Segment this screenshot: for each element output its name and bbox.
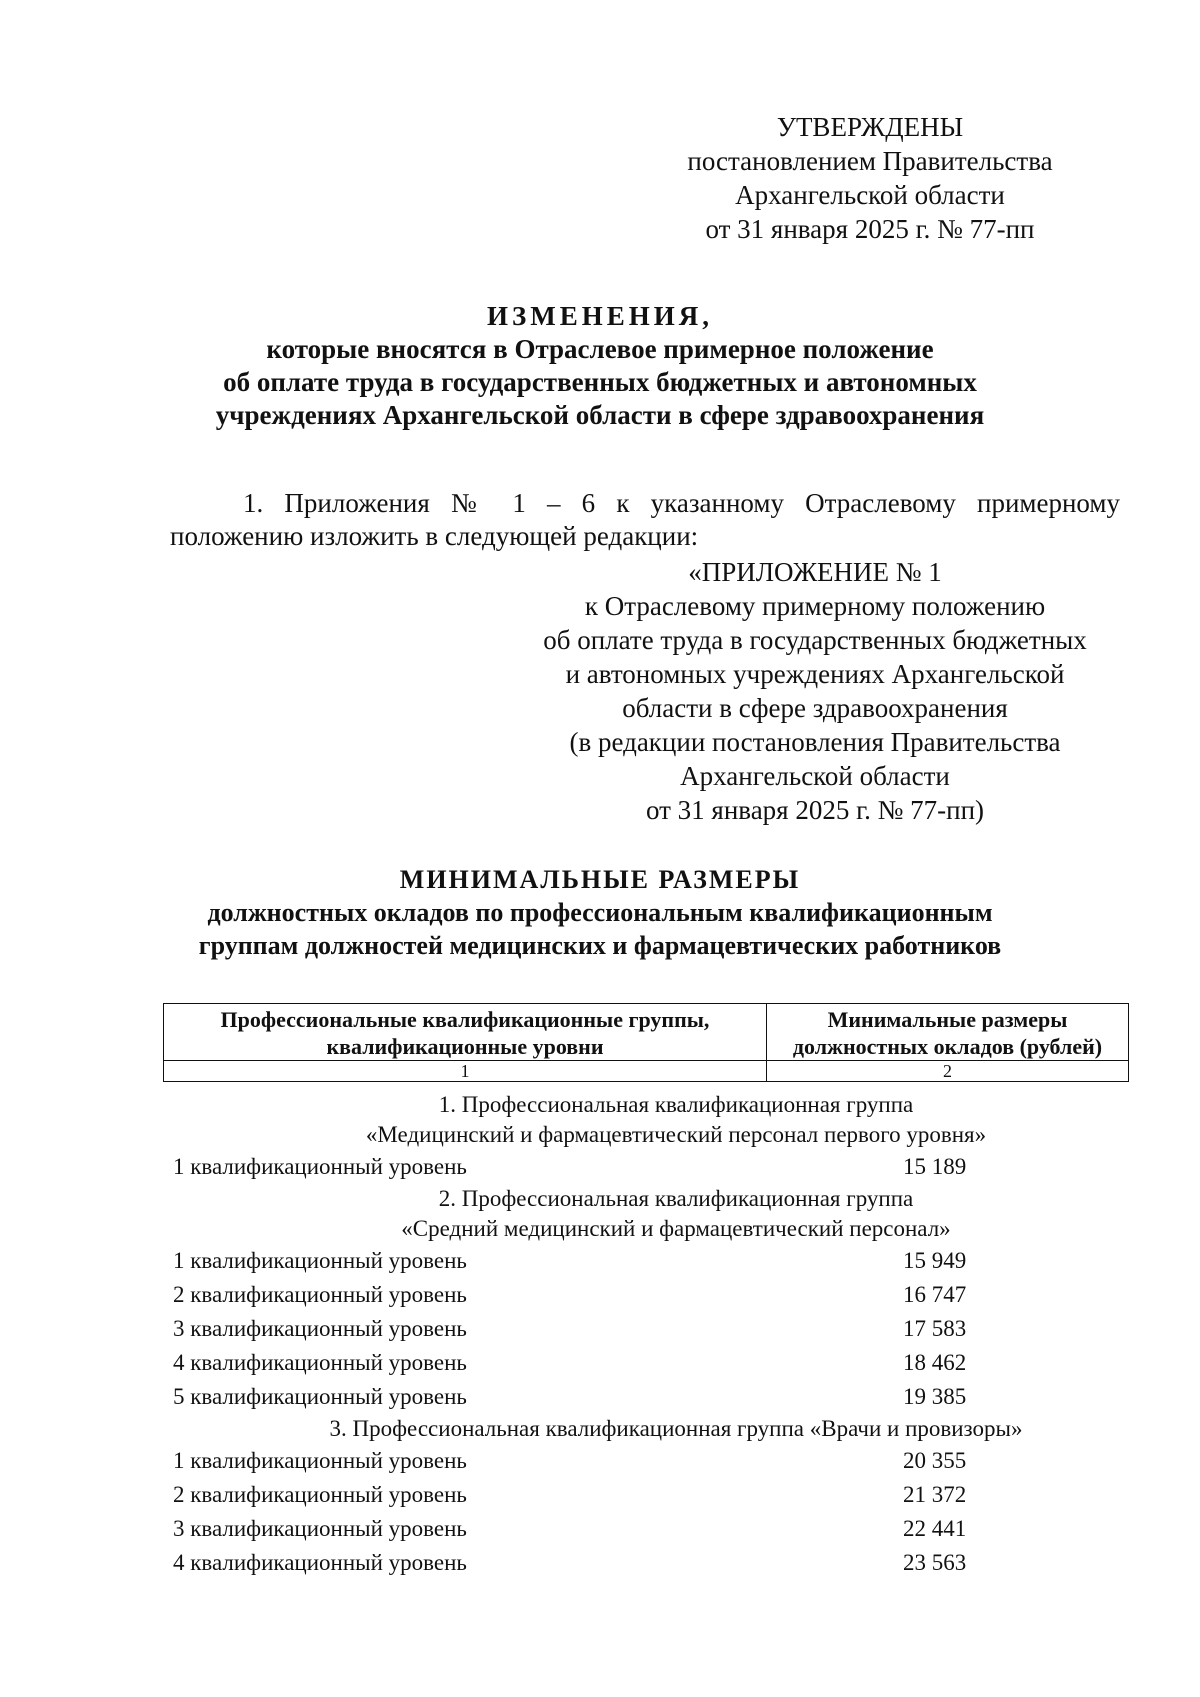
column-header-groups: Профессиональные квалификационные группы, квалификационные уровни [164,1004,767,1061]
column-header-salaries: Минимальные размеры должностных окладов (рублей) [767,1004,1129,1061]
level-label: 4 квалификационный уровень [173,1350,467,1375]
approval-line-1: УТВЕРЖДЕНЫ [776,112,964,142]
appendix-line-4: и автономных учреждениях Архангельской [565,659,1065,689]
appendix-line-1: «ПРИЛОЖЕНИЕ № 1 [688,557,942,587]
appendix-line-8: от 31 января 2025 г. № 77-пп) [645,795,985,825]
salary-value: 22 441 [903,1516,967,1541]
salary-table-body [163,1090,1129,1580]
table-row [163,1312,1129,1346]
level-label: 4 квалификационный уровень [173,1550,467,1575]
level-label: 3 квалификационный уровень [173,1516,467,1541]
table-row [163,1150,1129,1184]
salary-value: 21 372 [903,1482,967,1507]
table-row [163,1278,1129,1312]
level-label: 5 квалификационный уровень [173,1384,467,1409]
group-heading: 1. Профессиональная квалификационная группа «Медицинский и фармацевтический персонал первого уровня» [365,1092,987,1147]
table-row [163,1512,1129,1546]
table-row [163,1380,1129,1414]
approval-stamp [640,110,1100,246]
table-title-line-1: должностных окладов по профессиональным квалификационным [207,898,993,927]
appendix-line-2: к Отраслевому примерному положению [584,591,1046,621]
salary-value: 17 583 [903,1316,967,1341]
group-heading: 3. Профессиональная квалификационная группа «Врачи и провизоры» [329,1416,1023,1441]
title-line-2: об оплате труда в государственных бюджетных и автономных [223,367,977,397]
table-row [163,1244,1129,1278]
column-number-2: 2 [767,1061,1129,1082]
appendix-line-5: области в сфере здравоохранения [622,693,1008,723]
column-number-1: 1 [164,1061,767,1082]
appendix-header [515,555,1115,827]
table-row [163,1444,1129,1478]
approval-line-3: Архангельской области [735,180,1005,210]
title-line-1: которые вносятся в Отраслевое примерное положение [266,334,934,364]
salary-value: 16 747 [903,1282,967,1307]
level-label: 1 квалификационный уровень [173,1154,467,1179]
appendix-line-7: Архангельской области [680,761,950,791]
salary-value: 15 949 [903,1248,967,1273]
table-row [163,1478,1129,1512]
salary-value: 19 385 [903,1384,967,1409]
approval-line-4: от 31 января 2025 г. № 77-пп [705,214,1035,244]
clause-line-2: положению изложить в следующей редакции: [170,521,699,551]
group-heading: 2. Профессиональная квалификационная группа «Средний медицинский и фармацевтический персонал» [401,1186,951,1241]
salary-value: 23 563 [903,1550,967,1575]
salary-value: 20 355 [903,1448,967,1473]
title-heading: ИЗМЕНЕНИЯ, [486,301,713,331]
salary-value: 18 462 [903,1350,967,1375]
clause-line-1: 1. Приложения № 1 – 6 к указанному Отраслевому примерному [243,488,1120,518]
salary-value: 15 189 [903,1154,967,1179]
level-label: 1 квалификационный уровень [173,1248,467,1273]
table-row [163,1546,1129,1580]
appendix-line-3: об оплате труда в государственных бюджетных [543,625,1087,655]
salary-table-header [163,1003,1129,1082]
clause-1 [170,487,1120,553]
approval-line-2: постановлением Правительства [687,146,1053,176]
level-label: 1 квалификационный уровень [173,1448,467,1473]
table-title [150,863,1050,962]
column-number-row [164,1061,1129,1082]
table-title-heading: МИНИМАЛЬНЫЕ РАЗМЕРЫ [399,865,801,894]
table-title-line-2: группам должностей медицинских и фармацевтических работников [198,931,1002,960]
document-title [150,300,1050,432]
table-row [163,1346,1129,1380]
level-label: 3 квалификационный уровень [173,1316,467,1341]
appendix-line-6: (в редакции постановления Правительства [569,727,1061,757]
table-header-row [164,1004,1129,1061]
title-line-3: учреждениях Архангельской области в сфере здравоохранения [215,400,985,430]
level-label: 2 квалификационный уровень [173,1282,467,1307]
level-label: 2 квалификационный уровень [173,1482,467,1507]
